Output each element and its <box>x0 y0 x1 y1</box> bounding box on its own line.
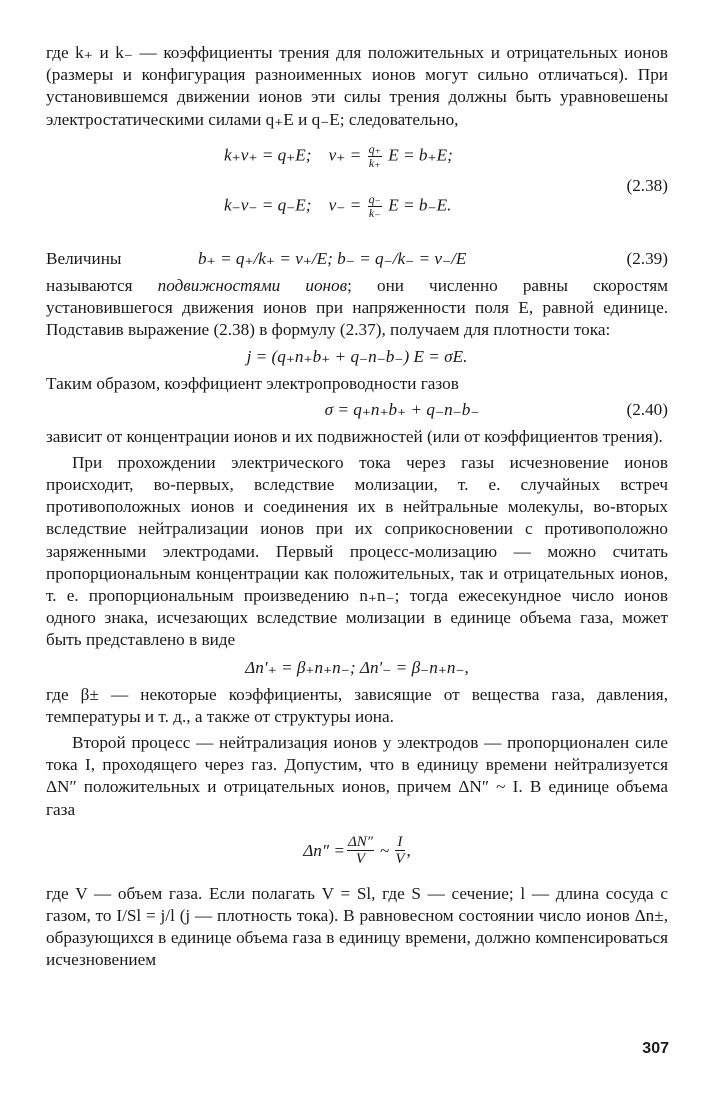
paragraph-ion-disappearance: При прохождении электрического тока через газы исчезновение ионов происходит, во-первых, вследствие молизации, т. е. случайных встреч противоположных ионов и соединения их в нейтральные молекулы, во-вторых вследствие нейтрализации ионов при их соприкосновении с противоположно заряженными электродами. Первый процесс-молизацию — можно считать пропорциональным концентрации как положительных, так и отрицательных ионов, т. е. пропорциональным произведению n₊n₋; тогда ежесекундное число ионов одного знака, исчезающих вследствие молизации в единице объема газа, может быть представлено в виде <box>46 452 668 650</box>
eq-238-l1-a: k₊v₊ = q₊E; <box>224 145 312 165</box>
page-body <box>46 42 668 972</box>
eq-238-l1-b: v₊ = <box>328 145 362 165</box>
paragraph-neutralization: Второй процесс — нейтрализация ионов у электродов — пропорционален силе тока I, проходящего через газ. Допустим, что в единицу времени нейтрализуется ΔN″ положительных и отрицательных ионов, причем ΔN″ ~ I. В единице объема газа <box>46 733 668 819</box>
eq-238-l2-a: k₋v₋ = q₋E; <box>224 195 312 215</box>
equation-number-2-39: (2.39) <box>626 248 668 268</box>
paragraph-mobility <box>46 275 668 342</box>
equation-2-38-line1 <box>224 143 453 170</box>
para2-pre: называются <box>46 275 158 295</box>
equation-2-39 <box>46 247 668 271</box>
eq-238-l1-c: E = b₊E; <box>388 145 453 165</box>
paragraph-conductivity-intro: Таким образом, коэффициент электропроводности газов <box>46 374 459 394</box>
eq-239-formula: b₊ = q₊/k₊ = v₊/E; b₋ = q₋/k₋ = v₋/E <box>198 248 467 268</box>
eq-238-l1-frac: $\frac{q_+}{k_+}$ <box>368 141 381 170</box>
eq-dn2-frac1: $\frac{\Delta N''}{V}$ <box>347 834 374 868</box>
paragraph-beta-coefficients: где β± — некоторые коэффициенты, зависящие от вещества газа, давления, температуры и т. д., а также от структуры иона. <box>46 684 668 726</box>
eq-dn2-lhs: Δn″ = <box>303 840 345 860</box>
page-number: 307 <box>642 1040 669 1057</box>
eq-238-l2-c: E = b₋E. <box>388 195 452 215</box>
paragraph-volume: где V — объем газа. Если полагать V = Sl, где S — сечение; l — длина сосуда с газом, то I/Sl = j/l (j — плотность тока). В равновесном состоянии число ионов Δn±, образующихся в единице объема газа в единицу времени, должно компенсироваться исчезновением <box>46 883 668 970</box>
equation-molization <box>46 656 668 680</box>
term-ion-mobility: подвижностями ионов <box>157 275 348 295</box>
eq-239-lead: Величины <box>46 248 122 268</box>
eq-dn2-frac2: $\frac{I}{V}$ <box>395 834 405 868</box>
eq-238-l2-frac: $\frac{q_-}{k_-}$ <box>368 191 381 220</box>
eq-dn2-sim: ~ <box>380 840 390 860</box>
equation-number-2-40: (2.40) <box>626 399 668 419</box>
equation-2-38-line2 <box>224 193 451 220</box>
equation-neutralization <box>46 829 668 873</box>
paragraph-conductivity-depends: зависит от концентрации ионов и их подвижностей (или от коэффициентов трения). <box>46 426 663 446</box>
equation-number-2-38: (2.38) <box>626 175 668 195</box>
para2-post: ; они численно равны скоростям установившегося движения ионов при напряженности поля E, равной единице. Подставив выражение (2.38) в формулу (2.37), получаем для плотности тока: <box>46 275 668 340</box>
paragraph-friction: где k₊ и k₋ — коэффициенты трения для положительных и отрицательных ионов (размеры и конфигурация разноименных ионов могут сильно отличаться). При установившемся движении ионов эти силы трения должны быть уравновешены электростатическими силами q₊E и q₋E; следовательно, <box>46 43 668 129</box>
equation-2-40 <box>46 398 668 422</box>
eq-240-formula: σ = q₊n₊b₊ + q₋n₋b₋ <box>324 399 480 419</box>
eq-dn2-tail: , <box>406 840 411 860</box>
eq-j-formula: j = (q₊n₊b₊ + q₋n₋b₋) E = σE. <box>246 347 468 367</box>
equation-current-density <box>46 345 668 369</box>
eq-dn-formula: Δn′₊ = β₊n₊n₋; Δn′₋ = β₋n₊n₋, <box>245 657 469 677</box>
equation-2-38 <box>46 137 668 241</box>
eq-238-l2-b: v₋ = <box>328 195 362 215</box>
